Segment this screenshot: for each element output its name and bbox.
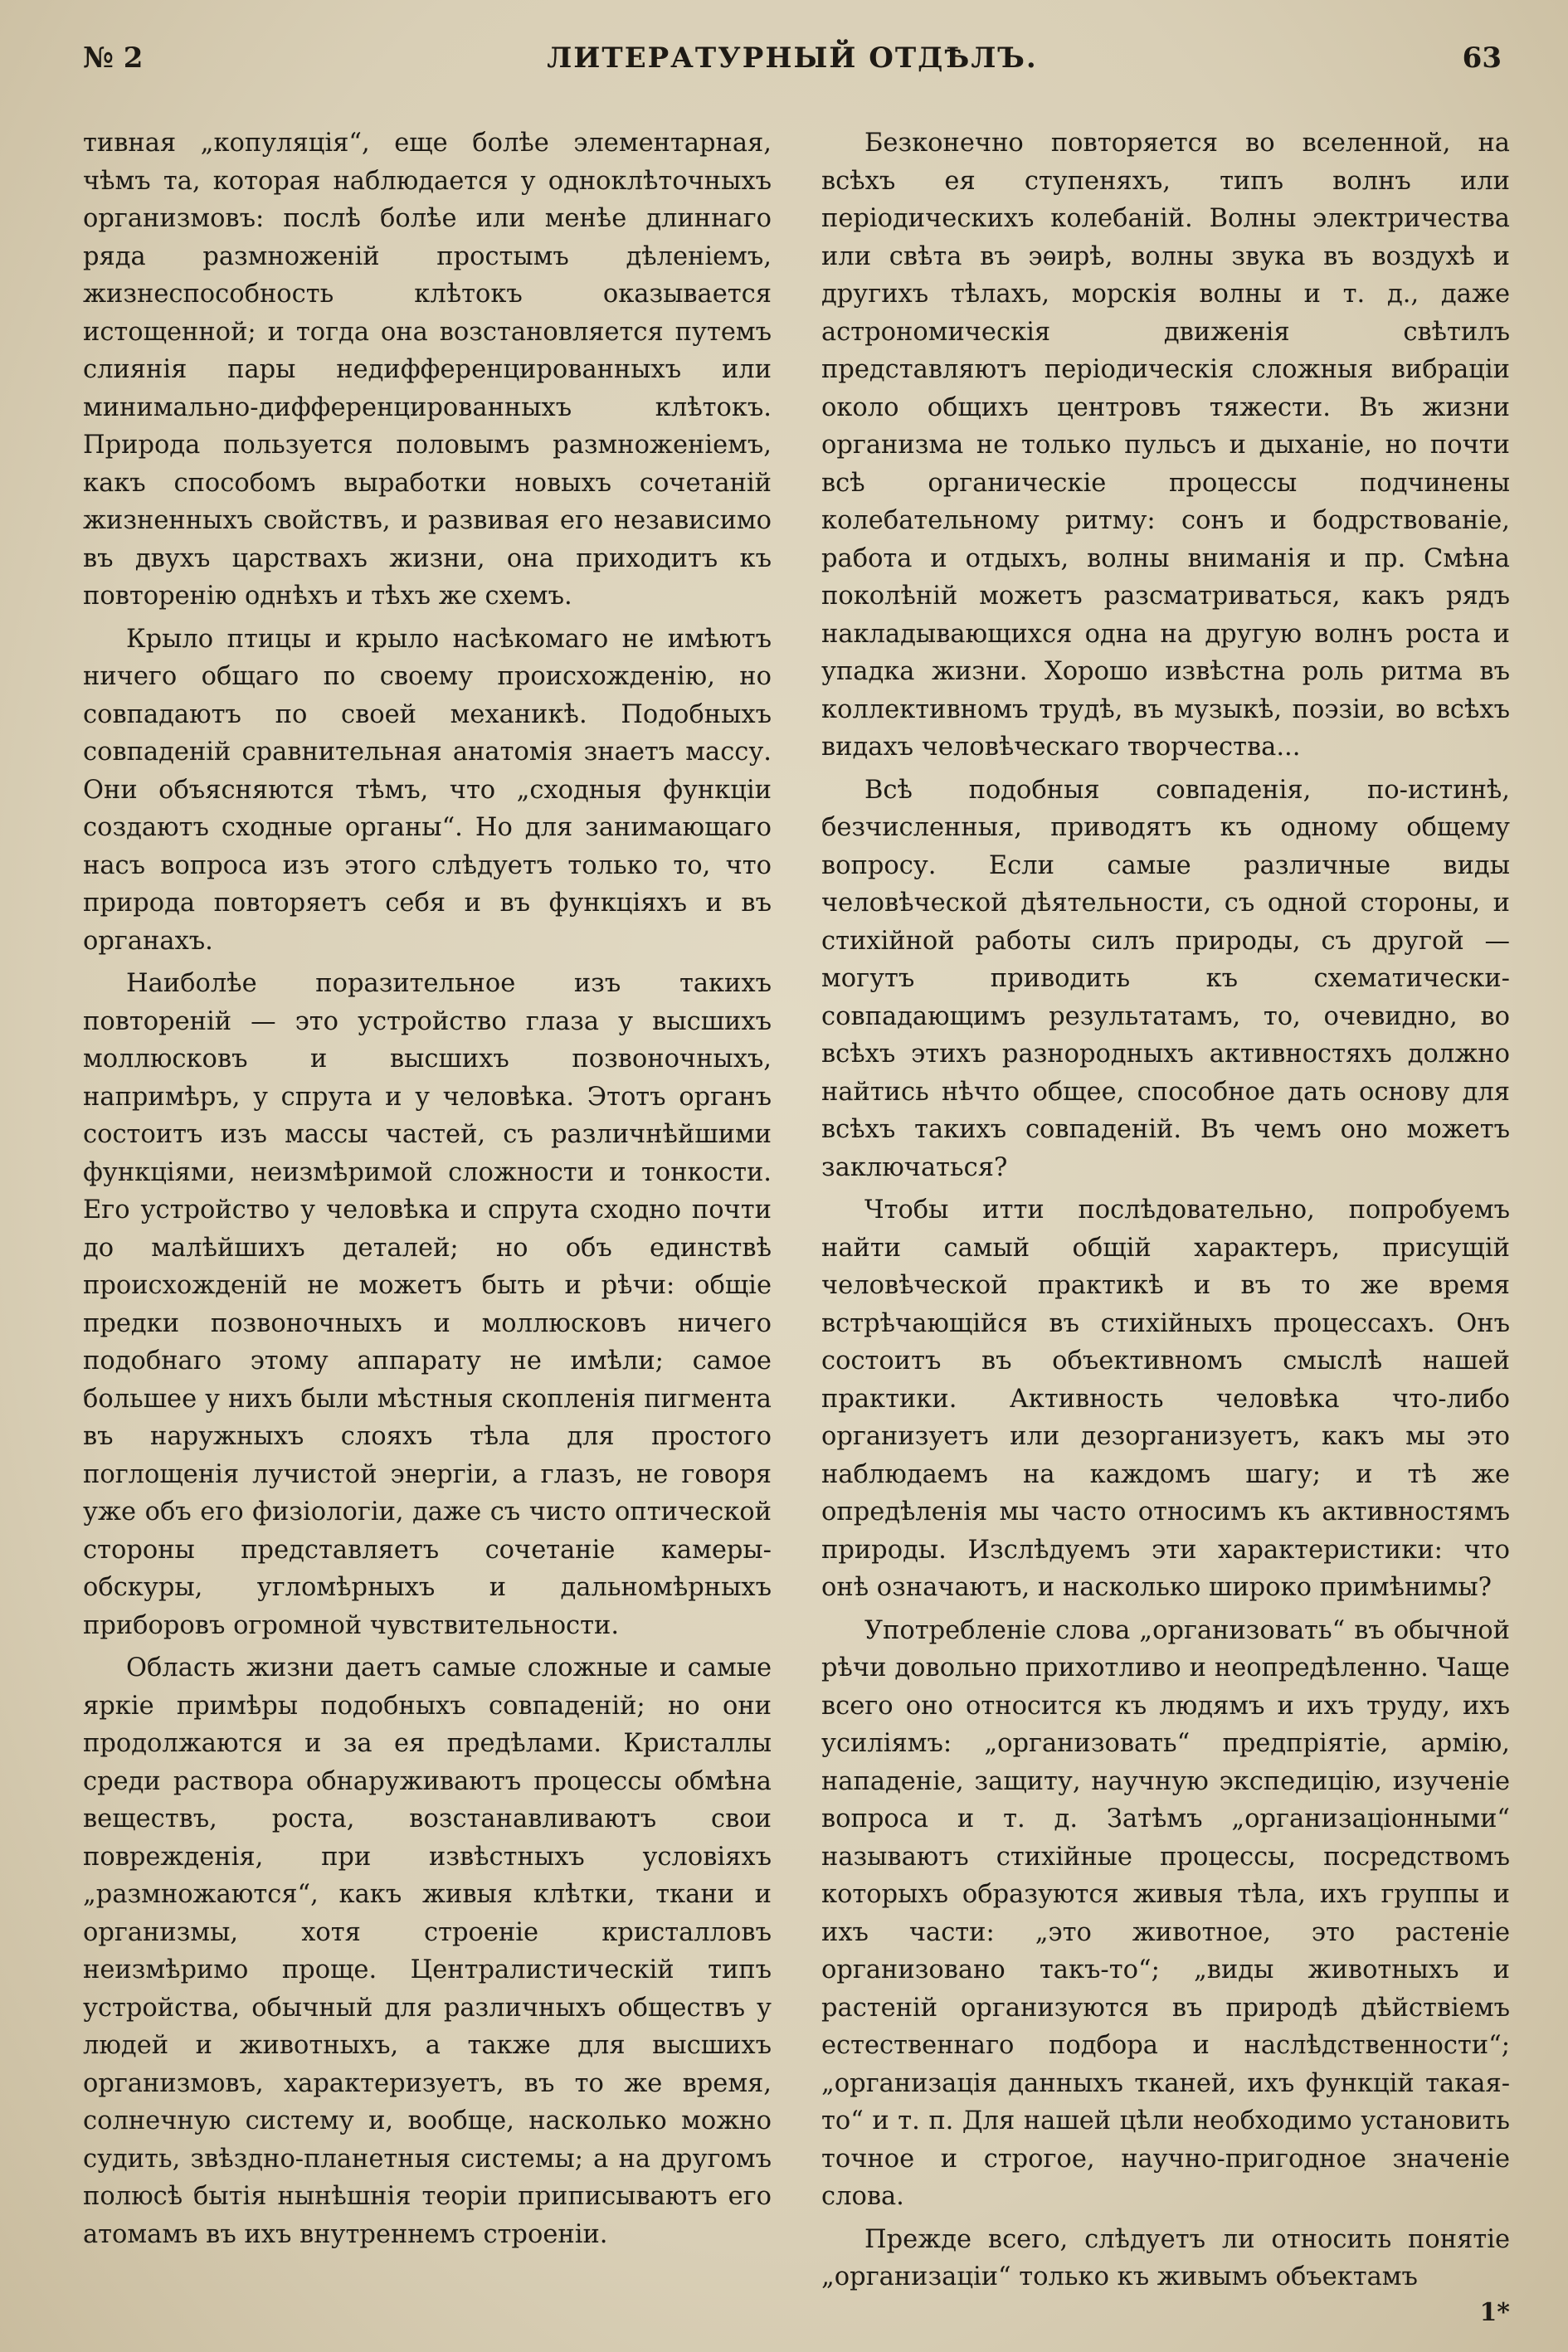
paragraph: Прежде всего, слѣдуетъ ли относить понятіе „организаціи“ только къ живымъ объектамъ [821,2224,1510,2291]
paragraph: Область жизни даетъ самые сложные и самые яркіе примѣры подобныхъ совпаденій; но они продолжаются и за ея предѣлами. Кристаллы среди раствора обнаруживаютъ процессы обмѣна веществъ, роста, возстанавливаютъ свои поврежденія, при извѣстныхъ условіяхъ „размножаются“, какъ живыя клѣтки, ткани и организмы, хотя строеніе кристалловъ неизмѣримо проще. Централистическій типъ устройства, обычный для различныхъ обществъ у людей и животныхъ, а также для высшихъ организмовъ, характеризуетъ, въ то же время, солнечную систему и, вообще, насколько можно судить, звѣздно-планетныя системы; а на другомъ полюсѣ бытія нынѣшнія теоріи приписываютъ его атомамъ въ ихъ внутреннемъ строеніи. [83,1653,772,2249]
paragraph: тивная „копуляція“, еще болѣе элементарная, чѣмъ та, которая наблюдается у одноклѣточныхъ организмовъ: послѣ болѣе или менѣе длиннаго ряда размноженій простымъ дѣленіемъ, жизнеспособность клѣтокъ оказывается истощенной; и тогда она возстановляется путемъ слиянія пары недифференцированныхъ или минимально-дифференцированныхъ клѣтокъ. Природа пользуется половымъ размноженіемъ, какъ способомъ выработки новыхъ сочетаній жизненныхъ свойствъ, и развивая его независимо въ двухъ царствахъ жизни, она приходитъ къ повторенію однѣхъ и тѣхъ же схемъ. [83,129,772,611]
signature-mark: 1* [1479,2298,1510,2327]
running-head [83,41,1502,88]
right-column [821,124,1510,2301]
paragraph: Употребленіе слова „организовать“ въ обычной рѣчи довольно прихотливо и неопредѣленно. Чаще всего оно относится къ людямъ и ихъ труду, ихъ усиліямъ: „организовать“ предпріятіе, армію, нападеніе, защиту, научную экспедицію, изученіе вопроса и т. д. Затѣмъ „организаціонными“ называютъ стихійные процессы, посредствомъ которыхъ образуются живыя тѣла, ихъ группы и ихъ части: „это животное, это растеніе организовано такъ-то“; „виды животныхъ и растеній организуются въ природѣ дѣйствіемъ естественнаго подбора и наслѣдственности“; „организація данныхъ тканей, ихъ функцій такая-то“ и т. п. Для нашей цѣли необходимо установить точное и строгое, научно-пригодное значеніе слова. [821,1615,1510,2211]
paragraph: Крыло птицы и крыло насѣкомаго не имѣютъ ничего общаго по своему происхожденію, но совпадаютъ по своей механикѣ. Подобныхъ совпаденій сравнительная анатомія знаетъ массу. Они объясняются тѣмъ, что „сходныя функціи создаютъ сходные органы“. Но для занимающаго насъ вопроса изъ этого слѣдуетъ только то, что природа повторяетъ себя и въ функціяхъ и въ органахъ. [83,624,772,956]
paragraph: Чтобы итти послѣдовательно, попробуемъ найти самый общій характеръ, присущій человѣческой практикѣ и въ то же время встрѣчающійся въ стихійныхъ процессахъ. Онъ состоитъ въ объективномъ смыслѣ нашей практики. Активность человѣка что-либо организуетъ или дезорганизуетъ, какъ мы это наблюдаемъ на каждомъ шагу; и тѣ же опредѣленія мы часто относимъ къ активностямъ природы. Изслѣдуемъ эти характеристики: что онѣ означаютъ, и насколько широко примѣнимы? [821,1195,1510,1602]
page-number: 63 [1462,41,1502,75]
paragraph: Всѣ подобныя совпаденія, по-истинѣ, безчисленныя, приводятъ къ одному общему вопросу. Если самые различные виды человѣческой дѣятельности, съ одной стороны, и стихійной работы силъ природы, съ другой — могутъ приводить къ схематически-совпадающимъ результатамъ, то, очевидно, во всѣхъ этихъ разнородныхъ активностяхъ должно найтись нѣчто общее, способное дать основу для всѣхъ такихъ совпаденій. Въ чемъ оно можетъ заключаться? [821,775,1510,1182]
section-title: ЛИТЕРАТУРНЫЙ ОТДѢЛЪ. [547,41,1038,75]
left-column [83,124,772,2258]
issue-number: № 2 [83,41,144,75]
paragraph: Наиболѣе поразительное изъ такихъ повтореній — это устройство глаза у высшихъ моллюсковъ и высшихъ позвоночныхъ, напримѣръ, у спрута и у человѣка. Этотъ органъ состоитъ изъ массы частей, съ различнѣйшими функціями, неизмѣримой сложности и тонкости. Его устройство у человѣка и спрута сходно почти до малѣйшихъ деталей; но объ единствѣ происхожденій не можетъ быть и рѣчи: общіе предки позвоночныхъ и моллюсковъ ничего подобнаго этому аппарату не имѣли; самое большее у нихъ были мѣстныя скопленія пигмента въ наружныхъ слояхъ тѣла для простого поглощенія лучистой энергіи, а глазъ, не говоря уже объ его физіологіи, даже съ чисто оптической стороны представляетъ сочетаніе камеры-обскуры, угломѣрныхъ и дальномѣрныхъ приборовъ огромной чувствительности. [83,969,772,1640]
paragraph: Безконечно повторяется во вселенной, на всѣхъ ея ступеняхъ, типъ волнъ или періодическихъ колебаній. Волны электричества или свѣта въ эѳирѣ, волны звука въ воздухѣ и другихъ тѣлахъ, морскія волны и т. д., даже астрономическія движенія свѣтилъ представляютъ періодическія сложныя вибраціи около общихъ центровъ тяжести. Въ жизни организма не только пульсъ и дыханіе, но почти всѣ органическіе процессы подчинены колебательному ритму: сонъ и бодрствованіе, работа и отдыхъ, волны вниманія и пр. Смѣна поколѣній можетъ разсматриваться, какъ рядъ накладывающихся одна на другую волнъ роста и упадка жизни. Хорошо извѣстна роль ритма въ коллективномъ трудѣ, въ музыкѣ, поэзіи, во всѣхъ видахъ человѣческаго творчества... [821,129,1510,762]
